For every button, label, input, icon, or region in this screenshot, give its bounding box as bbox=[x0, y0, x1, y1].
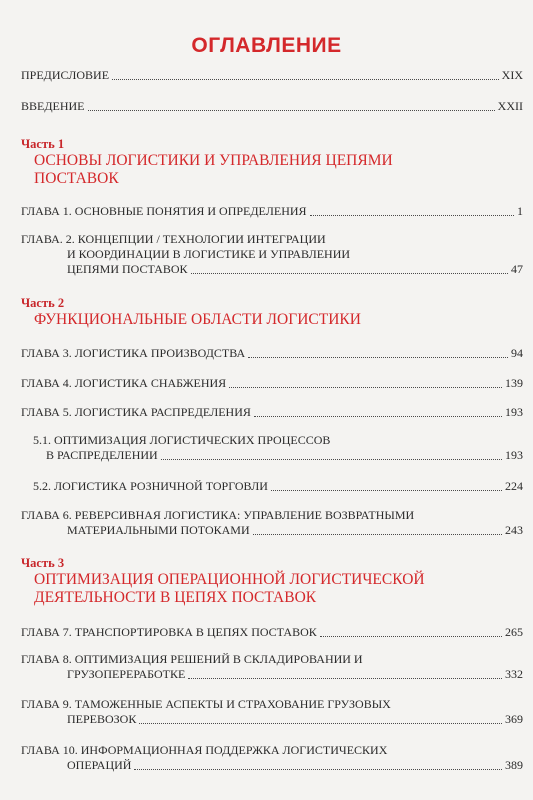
dot-leader bbox=[139, 722, 502, 724]
toc-entry-chapter-2 bbox=[21, 232, 523, 277]
part-title-line: ОПТИМИЗАЦИЯ ОПЕРАЦИОННОЙ ЛОГИСТИЧЕСКОЙ bbox=[34, 571, 425, 588]
toc-entry-label: ВВЕДЕНИЕ bbox=[21, 99, 85, 113]
toc-entry-chapter-1 bbox=[21, 204, 523, 219]
toc-entry-chapter-10 bbox=[21, 743, 523, 773]
dot-leader bbox=[254, 415, 502, 417]
toc-entry-chapter-4 bbox=[21, 376, 523, 391]
dot-leader bbox=[229, 386, 502, 388]
toc-entry-page: 243 bbox=[505, 523, 523, 537]
toc-entry-label: ГЛАВА 9. ТАМОЖЕННЫЕ АСПЕКТЫ И СТРАХОВАНИЕ ГРУЗОВЫХ bbox=[21, 697, 391, 711]
toc-entry-label: 5.2. ЛОГИСТИКА РОЗНИЧНОЙ ТОРГОВЛИ bbox=[33, 479, 268, 493]
toc-entry-label: ГЛАВА 3. ЛОГИСТИКА ПРОИЗВОДСТВА bbox=[21, 346, 246, 360]
dot-leader bbox=[310, 214, 514, 216]
part-title-line: ДЕЯТЕЛЬНОСТИ В ЦЕПЯХ ПОСТАВОК bbox=[34, 589, 317, 606]
part-heading-3 bbox=[21, 556, 523, 607]
dot-leader bbox=[134, 768, 502, 770]
dot-leader bbox=[161, 458, 502, 460]
page-title: ОГЛАВЛЕНИЕ bbox=[191, 34, 342, 57]
toc-entry-section-5-2 bbox=[33, 479, 523, 494]
toc-entry-chapter-3 bbox=[21, 346, 523, 361]
toc-entry-label: МАТЕРИАЛЬНЫМИ ПОТОКАМИ bbox=[67, 523, 250, 537]
toc-entry-page: 139 bbox=[505, 376, 523, 390]
toc-entry-label: ГЛАВА 4. ЛОГИСТИКА СНАБЖЕНИЯ bbox=[21, 376, 227, 390]
toc-entry-label: ПРЕДИСЛОВИЕ bbox=[21, 68, 110, 82]
toc-entry-page: 1 bbox=[517, 204, 523, 218]
part-heading-1 bbox=[21, 137, 523, 188]
toc-entry-page: 389 bbox=[505, 758, 523, 772]
toc-entry-page: 47 bbox=[511, 262, 523, 276]
toc-entry-label: ГЛАВА 8. ОПТИМИЗАЦИЯ РЕШЕНИЙ В СКЛАДИРОВАНИИ И bbox=[21, 652, 363, 666]
toc-entry-label: И КООРДИНАЦИИ В ЛОГИСТИКЕ И УПРАВЛЕНИИ bbox=[67, 247, 351, 261]
toc-entry-label: ГЛАВА. 2. КОНЦЕПЦИИ / ТЕХНОЛОГИИ ИНТЕГРАЦИИ bbox=[21, 232, 326, 246]
toc-entry-introduction bbox=[21, 99, 523, 114]
part-heading-2 bbox=[21, 296, 523, 329]
toc-entry-chapter-5 bbox=[21, 405, 523, 420]
part-title-line: ФУНКЦИОНАЛЬНЫЕ ОБЛАСТИ ЛОГИСТИКИ bbox=[34, 311, 361, 328]
toc-entry-preface bbox=[21, 68, 523, 83]
toc-entry-chapter-7 bbox=[21, 625, 523, 640]
toc-entry-page: 265 bbox=[505, 625, 523, 639]
dot-leader bbox=[88, 109, 495, 111]
toc-entry-label: ГРУЗОПЕРЕРАБОТКЕ bbox=[67, 667, 186, 681]
part-label: Часть 2 bbox=[21, 296, 65, 310]
toc-entry-label: ОПЕРАЦИЙ bbox=[67, 758, 132, 772]
toc-entry-page: 193 bbox=[505, 448, 523, 462]
toc-entry-chapter-6 bbox=[21, 508, 523, 538]
toc-entry-label: ГЛАВА 10. ИНФОРМАЦИОННАЯ ПОДДЕРЖКА ЛОГИСТИЧЕСКИХ bbox=[21, 743, 388, 757]
part-label: Часть 3 bbox=[21, 556, 65, 570]
toc-entry-page: 193 bbox=[505, 405, 523, 419]
toc-entry-page: 94 bbox=[511, 346, 523, 360]
dot-leader bbox=[253, 533, 502, 535]
part-title-line: ПОСТАВОК bbox=[34, 170, 119, 187]
dot-leader bbox=[271, 489, 502, 491]
toc-entry-label: В РАСПРЕДЕЛЕНИИ bbox=[46, 448, 158, 462]
toc-entry-page: XIX bbox=[501, 68, 523, 82]
toc-entry-page: 332 bbox=[505, 667, 523, 681]
dot-leader bbox=[248, 356, 508, 358]
toc-entry-label: ГЛАВА 7. ТРАНСПОРТИРОВКА В ЦЕПЯХ ПОСТАВОК bbox=[21, 625, 317, 639]
toc-entry-label: ПЕРЕВОЗОК bbox=[67, 712, 137, 726]
toc-entry-page: 369 bbox=[505, 712, 523, 726]
toc-entry-page: XXII bbox=[497, 99, 523, 113]
toc-entry-label: ГЛАВА 1. ОСНОВНЫЕ ПОНЯТИЯ И ОПРЕДЕЛЕНИЯ bbox=[21, 204, 307, 218]
part-label: Часть 1 bbox=[21, 137, 65, 151]
part-title-line: ОСНОВЫ ЛОГИСТИКИ И УПРАВЛЕНИЯ ЦЕПЯМИ bbox=[34, 152, 393, 169]
toc-entry-label: ЦЕПЯМИ ПОСТАВОК bbox=[67, 262, 188, 276]
toc-entry-label: 5.1. ОПТИМИЗАЦИЯ ЛОГИСТИЧЕСКИХ ПРОЦЕССОВ bbox=[33, 433, 331, 447]
toc-entry-page: 224 bbox=[505, 479, 523, 493]
toc-entry-chapter-8 bbox=[21, 652, 523, 682]
dot-leader bbox=[320, 635, 502, 637]
dot-leader bbox=[188, 677, 502, 679]
toc-entry-label: ГЛАВА 5. ЛОГИСТИКА РАСПРЕДЕЛЕНИЯ bbox=[21, 405, 251, 419]
toc-entry-label: ГЛАВА 6. РЕВЕРСИВНАЯ ЛОГИСТИКА: УПРАВЛЕНИЕ ВОЗВРАТНЫМИ bbox=[21, 508, 415, 522]
dot-leader bbox=[112, 78, 499, 80]
toc-entry-section-5-1 bbox=[33, 433, 523, 463]
dot-leader bbox=[191, 272, 508, 274]
toc-entry-chapter-9 bbox=[21, 697, 523, 727]
